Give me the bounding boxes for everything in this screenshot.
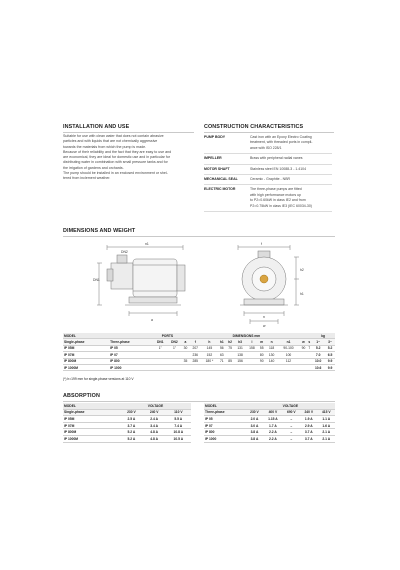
table-cell: IP 800 xyxy=(204,429,246,436)
table-subheader: Three-phase xyxy=(204,409,246,416)
pump-side-view-drawing xyxy=(85,241,195,329)
construction-row xyxy=(204,185,332,212)
installation-line: particles and with liquids that are not chemically aggressive xyxy=(63,139,158,144)
construction-value xyxy=(250,177,332,182)
table-cell: 1.15 A xyxy=(263,416,282,423)
label-n: n xyxy=(263,315,265,319)
table-cell: 5.5 A xyxy=(166,416,191,423)
table-subheader: 240 V xyxy=(300,409,317,416)
table-cell: – xyxy=(283,429,300,436)
table-cell: 145 xyxy=(201,345,217,351)
table-row xyxy=(63,416,191,423)
installation-line: distributing water in combination with small pressure tanks and for xyxy=(63,160,168,165)
installation-line: towards the materials from which the pump is made. xyxy=(63,144,147,149)
table-cell: 207 xyxy=(189,345,201,351)
table-cell xyxy=(266,364,278,370)
table-cell: IP 800 xyxy=(109,358,153,364)
table-cell: 3.7 A xyxy=(120,422,143,429)
table-cell: 5.2 xyxy=(311,345,325,351)
table-header: MODEL xyxy=(63,333,153,339)
table-cell: 85 xyxy=(226,358,234,364)
table-cell: 180 * xyxy=(201,358,217,364)
table-subheader: 110 V xyxy=(166,409,191,416)
table-header: kg xyxy=(311,333,335,339)
table-cell xyxy=(182,364,190,370)
table-cell: – xyxy=(283,416,300,423)
table-cell xyxy=(234,364,246,370)
table-cell: 130 xyxy=(266,352,278,358)
table-cell: 3.4 A xyxy=(143,422,166,429)
table-cell: 140 xyxy=(266,358,278,364)
table-header: MODEL xyxy=(204,403,246,409)
table-cell: 90 xyxy=(258,358,266,364)
construction-value xyxy=(250,156,332,161)
table-subheader: h3 xyxy=(234,339,246,345)
table-row xyxy=(63,435,191,442)
table-cell: IP 800M xyxy=(63,358,109,364)
table-cell: 2.1 A xyxy=(318,435,336,442)
table-header: DIMENSIONS mm xyxy=(182,333,312,339)
absorption-title: ABSORPTION xyxy=(63,393,100,399)
table-cell: IP 05M xyxy=(63,345,109,351)
construction-key: PUMP BODY xyxy=(204,135,226,139)
label-w: w xyxy=(263,324,266,328)
table-cell: 2.0 A xyxy=(246,416,263,423)
table-cell: 131 xyxy=(234,345,246,351)
pump-front-view-drawing xyxy=(214,241,314,329)
section-divider xyxy=(63,132,194,133)
table-subheader: s xyxy=(308,340,311,345)
dimensions-note: (*) h=199 mm for single-phase versions at 110 V xyxy=(63,377,134,381)
construction-value-line: Cast iron with an Epoxy Electro Coating xyxy=(250,135,312,139)
table-cell: 56 xyxy=(218,345,226,351)
label-h1: h1 xyxy=(300,292,304,296)
installation-line: the irrigation of gardens and orchards. xyxy=(63,165,124,170)
table-cell: 158 xyxy=(246,345,258,351)
table-cell: 75 xyxy=(226,345,234,351)
table-cell: IP 05M xyxy=(63,416,120,423)
absorption-single-phase-table xyxy=(63,403,191,443)
table-cell: 118 xyxy=(266,345,278,351)
construction-row xyxy=(204,165,332,175)
table-cell: 2.1 A xyxy=(318,429,336,436)
table-cell: IP 07 xyxy=(109,352,153,358)
table-cell: IP 07 xyxy=(204,422,246,429)
table-cell xyxy=(189,364,201,370)
construction-key: MOTOR SHAFT xyxy=(204,166,230,171)
label-l: n1 xyxy=(145,242,149,246)
table-cell xyxy=(167,364,181,370)
absorption-three-phase-table xyxy=(204,403,335,443)
table-cell: IP 1000 xyxy=(204,435,246,442)
table-row xyxy=(204,416,335,423)
table-cell: 3.7 A xyxy=(300,435,317,442)
table-header: VOLTAGE xyxy=(246,403,335,409)
installation-line: are economical, they are ideal for domestic use and in particular for xyxy=(63,155,171,160)
label-dn1: DN1 xyxy=(93,278,100,282)
table-cell: 3.0 A xyxy=(246,422,263,429)
section-divider xyxy=(63,236,335,237)
installation-text xyxy=(63,134,194,182)
table-cell xyxy=(201,364,217,370)
table-row xyxy=(63,364,335,370)
table-subheader: n xyxy=(266,339,278,345)
table-cell: – xyxy=(283,422,300,429)
table-subheader: l xyxy=(246,339,258,345)
table-cell: IP 05 xyxy=(109,345,153,351)
table-cell: 55 xyxy=(258,345,266,351)
table-subheader: f xyxy=(189,339,201,345)
installation-line: Suitable for use with clean water that does not contain abrasive xyxy=(63,134,164,138)
installation-line: The pump should be installed in an enclosed environment or shel- xyxy=(63,171,168,176)
table-subheader: 415 V xyxy=(318,409,336,416)
table-cell: – xyxy=(283,435,300,442)
table-subheader: 230 V xyxy=(246,409,263,416)
table-cell: 1" xyxy=(153,345,167,351)
table-cell: 285 xyxy=(189,358,201,364)
construction-row xyxy=(204,133,332,154)
construction-value-line: to P2=0.60kW in class IE2 and from xyxy=(250,198,306,203)
table-cell: 3.8 A xyxy=(246,429,263,436)
table-cell: 1.6 A xyxy=(318,422,336,429)
table-cell: 6.5 xyxy=(325,352,335,358)
table-cell: 5.2 A xyxy=(120,429,143,436)
table-cell: 1.7 A xyxy=(263,422,282,429)
table-subheader: Three-phase xyxy=(109,339,153,345)
label-f: f xyxy=(261,242,262,246)
table-row xyxy=(63,429,191,436)
table-cell: 90 xyxy=(300,345,308,351)
table-cell: 80 xyxy=(258,352,266,358)
table-cell: 2.2 A xyxy=(263,429,282,436)
table-row xyxy=(204,429,335,436)
dimensions-title: DIMENSIONS AND WEIGHT xyxy=(63,228,136,234)
construction-value-line: Ceramic - Graphite - NBR xyxy=(250,177,291,182)
dimensions-table xyxy=(63,333,335,371)
table-subheader: a xyxy=(182,339,190,345)
table-subheader: 230 V xyxy=(120,409,143,416)
table-cell: 2.4 A xyxy=(143,416,166,423)
table-cell: 10.0 xyxy=(311,358,325,364)
table-cell: 156 xyxy=(234,358,246,364)
section-divider xyxy=(63,401,335,402)
construction-value-line: ance with ISO 228/1 xyxy=(250,145,282,150)
table-cell: 152 xyxy=(201,352,217,358)
construction-row xyxy=(204,175,332,185)
table-subheader: 400 V xyxy=(263,409,282,416)
table-subheader: w xyxy=(300,339,308,345)
construction-value-line: P2=0.75kW in class IE3 (IEC 60034-30) xyxy=(250,203,312,208)
table-subheader: Single-phase xyxy=(63,339,109,345)
table-cell: IP 1000 xyxy=(109,364,153,370)
table-subheader: 240 V xyxy=(143,409,166,416)
table-cell: IP 800M xyxy=(63,429,120,436)
table-cell: 7.4 A xyxy=(166,422,191,429)
table-cell: 1" xyxy=(167,345,181,351)
table-cell: 1.9 A xyxy=(300,416,317,423)
table-cell xyxy=(258,364,266,370)
table-cell xyxy=(226,364,234,370)
table-subheader: 690 V xyxy=(283,409,300,416)
table-cell: 10.8 A xyxy=(166,429,191,436)
table-subheader: h1 xyxy=(218,339,226,345)
table-header: VOLTAGE xyxy=(120,403,191,409)
construction-value-line: treatment, with threaded ports in compli- xyxy=(250,140,313,145)
table-subheader: m xyxy=(258,339,266,345)
table-cell: 112 xyxy=(278,358,300,364)
table-subheader: Single-phase xyxy=(63,409,120,416)
installation-line: tered from inclement weather. xyxy=(63,176,111,181)
construction-value-line: The three-phase pumps are fitted xyxy=(250,187,302,192)
table-cell: 236 xyxy=(189,352,201,358)
table-cell: 71 xyxy=(218,358,226,364)
table-cell: 7 xyxy=(308,346,311,351)
table-subheader: 3~ xyxy=(325,339,335,345)
table-header: MODEL xyxy=(63,403,120,409)
table-cell: 3.8 A xyxy=(246,435,263,442)
construction-value xyxy=(250,167,332,172)
label-h2: h2 xyxy=(300,268,304,272)
table-cell xyxy=(278,364,300,370)
installation-line: Because of their reliability and the fact that they are easy to use and xyxy=(63,149,172,154)
table-subheader: DN1 xyxy=(153,339,167,345)
construction-title: CONSTRUCTION CHARACTERISTICS xyxy=(204,124,304,130)
label-dn2: DN2 xyxy=(121,250,128,254)
table-cell: 35 xyxy=(182,358,190,364)
table-cell: 4.8 A xyxy=(143,435,166,442)
table-subheader: n1 xyxy=(278,339,300,345)
table-cell: 1.1 A xyxy=(318,416,336,423)
construction-value-line: with high performance motors up xyxy=(250,192,301,197)
table-cell: 90-100 xyxy=(278,345,300,351)
table-subheader: DN2 xyxy=(167,339,181,345)
construction-row xyxy=(204,154,332,164)
table-cell: 2.5 A xyxy=(120,416,143,423)
table-cell xyxy=(246,364,258,370)
table-cell: 9.9 xyxy=(325,364,335,370)
table-row xyxy=(204,435,335,442)
table-cell: 2.9 A xyxy=(300,422,317,429)
table-cell xyxy=(218,364,226,370)
table-cell: IP 1000M xyxy=(63,364,109,370)
table-row xyxy=(204,422,335,429)
construction-key: ELECTRIC MOTOR xyxy=(204,187,236,192)
table-cell: 100 xyxy=(278,352,300,358)
table-cell: 4.8 A xyxy=(143,429,166,436)
table-cell: 63 xyxy=(218,352,226,358)
table-cell: 7.0 xyxy=(311,352,325,358)
table-subheader: h2 xyxy=(226,339,234,345)
table-cell: 9.9 xyxy=(325,358,335,364)
table-cell xyxy=(300,364,308,370)
table-cell: 5.2 A xyxy=(120,435,143,442)
table-row xyxy=(63,422,191,429)
table-cell: 30 xyxy=(182,345,190,351)
table-cell xyxy=(153,364,167,370)
table-cell: IP 1000M xyxy=(63,435,120,442)
construction-value-line: Stainless steel EN 10088-3 - 1.4104 xyxy=(250,166,307,171)
table-cell: IP 07M xyxy=(63,352,109,358)
table-cell: IP 07M xyxy=(63,422,120,429)
construction-value xyxy=(250,135,332,151)
table-cell: 138 xyxy=(234,352,246,358)
installation-title: INSTALLATION AND USE xyxy=(63,124,130,130)
table-header: PORTS xyxy=(153,333,181,339)
label-a: a xyxy=(151,318,153,322)
table-subheader: 1~ xyxy=(311,339,325,345)
table-cell: 10.6 xyxy=(311,364,325,370)
construction-key: IMPELLER xyxy=(204,156,222,161)
construction-list xyxy=(204,133,332,212)
construction-value xyxy=(250,187,332,209)
table-cell: 2.2 A xyxy=(263,435,282,442)
table-subheader: h xyxy=(201,339,217,345)
construction-value-line: Brass with peripheral radial vanes xyxy=(250,156,303,161)
table-cell: 3.7 A xyxy=(300,429,317,436)
table-cell: 10.5 A xyxy=(166,435,191,442)
table-cell: IP 05 xyxy=(204,416,246,423)
construction-key: MECHANICAL SEAL xyxy=(204,177,238,182)
table-cell: 5.2 xyxy=(325,345,335,351)
